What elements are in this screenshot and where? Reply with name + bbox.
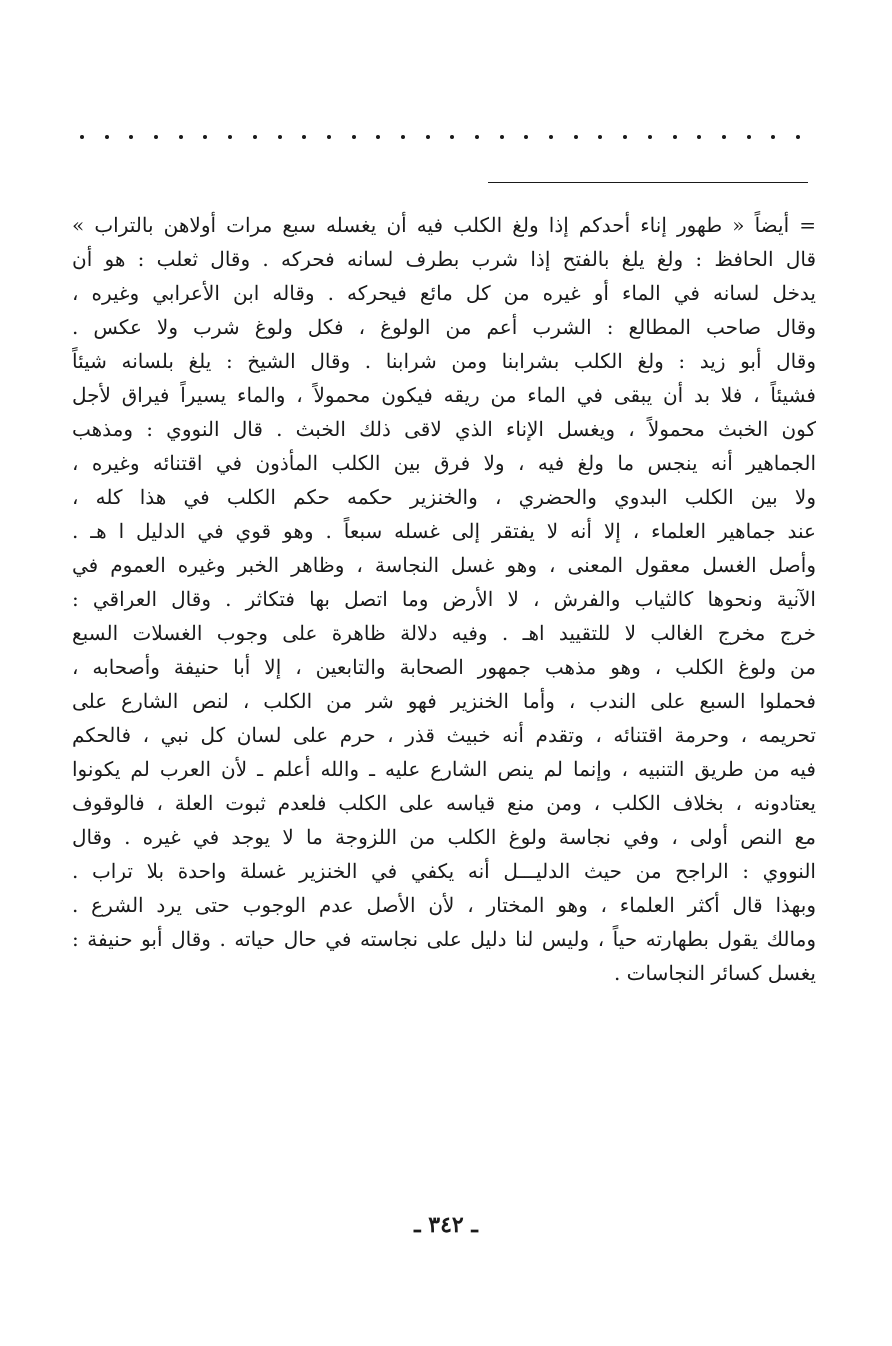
separator-dot [327,135,331,139]
text-line: النووي : الراجح من حيث الدليـــل أنه يكفي في الخنزير غسلة واحدة بلا تراب . [72,859,816,883]
text-line: يدخل لسانه في الماء أو غيره من كل مائع فيحركه . وقاله ابن الأعرابي وغيره ، [72,281,816,305]
separator-dot [253,135,257,139]
text-line: فشيئاً ، فلا بد أن يبقى في الماء من ريقه فيكون محمولاً ، والماء يسيراً فيراق لأجل [72,383,816,407]
text-line: من ولوغ الكلب ، وهو مذهب جمهور الصحابة والتابعين ، إلا أبا حنيفة وأصحابه ، [72,655,816,679]
separator-dot [648,135,652,139]
separator-dot [352,135,356,139]
separator-dot [574,135,578,139]
separator-dot [80,135,84,139]
separator-dot [179,135,183,139]
text-line: فيه من طريق التنبيه ، وإنما لم ينص الشارع عليه ـ والله أعلم ـ لأن العرب لم يكونوا [72,757,816,781]
separator-dot [376,135,380,139]
text-line: فحملوا السبع على الندب ، وأما الخنزير فهو شر من الكلب ، لنص الشارع على [72,689,816,713]
separator-dot [623,135,627,139]
separator-dot [771,135,775,139]
separator-dot [154,135,158,139]
text-line: قال الحافظ : ولغ يلغ بالفتح إذا شرب بطرف لسانه فحركه . وقال ثعلب : هو أن [72,247,816,271]
footnote-text [72,208,816,990]
text-line: وأصل الغسل معقول المعنى ، وهو غسل النجاسة ، وظاهر الخبر وغيره العموم في [72,553,816,577]
separator-dot [673,135,677,139]
separator-dot [105,135,109,139]
text-line: يعتادونه ، بخلاف الكلب ، ومن منع قياسه على الكلب فلعدم ثبوت العلة ، فالوقوف [72,791,816,815]
separator-dot [302,135,306,139]
separator-dot [278,135,282,139]
text-line: عند جماهير العلماء ، إلا أنه لا يفتقر إلى غسله سبعاً . وهو قوي في الدليل ا هـ . [72,519,816,543]
text-line: الآنية ونحوها كالثياب والفرش ، لا الأرض وما اتصل بها فتكاثر . وقال العراقي : [72,587,816,611]
separator-dot [796,135,800,139]
footnote-rule [488,182,808,183]
separator-dot [549,135,553,139]
dotted-separator [80,122,800,152]
text-line: تحريمه ، وحرمة اقتنائه ، وتقدم أنه خبيث قذر ، حرم على لسان كل نبي ، فالحكم [72,723,816,747]
page-number: ـ ٣٤٢ ـ [414,1212,478,1238]
separator-dot [500,135,504,139]
text-line: كون الخبث محمولاً ، ويغسل الإناء الذي لاقى ذلك الخبث . قال النووي : ومذهب [72,417,816,441]
text-line: الجماهير أنه ينجس ما ولغ فيه ، ولا فرق بين الكلب المأذون في اقتنائه وغيره ، [72,451,816,475]
separator-dot [598,135,602,139]
text-line: وقال أبو زيد : ولغ الكلب بشرابنا ومن شرابنا . وقال الشيخ : يلغ بلسانه شيئاً [72,349,816,373]
text-line: خرج مخرج الغالب لا للتقييد اهـ . وفيه دلالة ظاهرة على وجوب الغسلات السبع [72,621,816,645]
text-line: وبهذا قال أكثر العلماء ، وهو المختار ، لأن الأصل عدم الوجوب حتى يرد الشرع . [72,893,816,917]
text-line: = أيضاً « طهور إناء أحدكم إذا ولغ الكلب فيه أن يغسله سبع مرات أولاهن بالتراب » [72,213,816,237]
separator-dot [228,135,232,139]
separator-dot [747,135,751,139]
separator-dot [203,135,207,139]
separator-dot [697,135,701,139]
text-line: ولا بين الكلب البدوي والحضري ، والخنزير حكمه حكم الكلب في هذا كله ، [72,485,816,509]
separator-dot [450,135,454,139]
separator-dot [524,135,528,139]
text-line: ومالك يقول بطهارته حياً ، وليس لنا دليل على نجاسته في حال حياته . وقال أبو حنيفة : [72,927,816,951]
separator-dot [401,135,405,139]
text-line: يغسل كسائر النجاسات . [613,961,816,985]
separator-dot [722,135,726,139]
text-line: وقال صاحب المطالع : الشرب أعم من الولوغ ، فكل ولوغ شرب ولا عكس . [72,315,816,339]
separator-dot [129,135,133,139]
separator-dot [426,135,430,139]
text-line: مع النص أولى ، وفي نجاسة ولوغ الكلب من اللزوجة ما لا يوجد في غيره . وقال [72,825,816,849]
separator-dot [475,135,479,139]
